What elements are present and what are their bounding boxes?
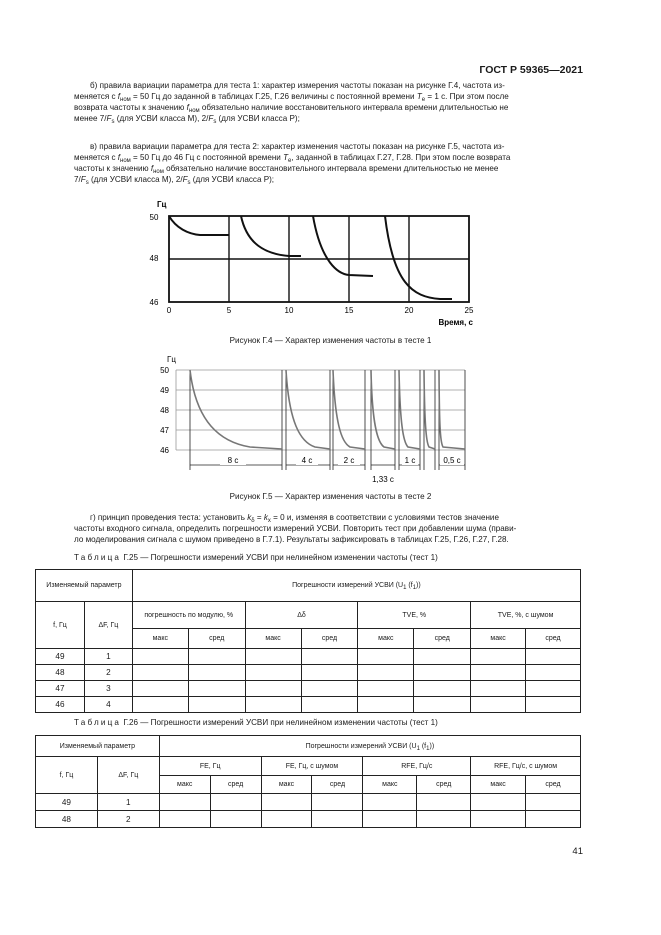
table26-avg-header: сред [312, 776, 363, 794]
table26-f-header: f, Гц [36, 757, 98, 794]
table-g25 [35, 569, 581, 713]
table26-max-header: макс [159, 776, 210, 794]
table25-max-header: макс [471, 629, 526, 649]
table26-group-header: FE, Гц, с шумом [261, 757, 363, 776]
table-row: 48 2 [36, 811, 581, 828]
page-number: 41 [572, 846, 583, 857]
table-g26 [35, 735, 581, 828]
table-row: 47 3 [36, 681, 581, 697]
table25-param-header: Изменяемый параметр [36, 570, 133, 602]
table26-max-header: макс [363, 776, 417, 794]
fig5-duration: 0,5 с [443, 456, 461, 465]
table25-caption: Таблица Г.25 — Погрешности измерений УСВИ при нелинейном изменении частоты (тест 1) [74, 553, 438, 562]
fig5-ylabel: Гц [167, 355, 176, 364]
fig5-duration: 8 с [227, 456, 239, 465]
fig5-ytick: 49 [160, 386, 169, 395]
table26-df-header: ΔF, Гц [97, 757, 159, 794]
paragraph-b: б) правила вариации параметра для теста 1: характер измерения частоты показан на рисунке Г.4, частота из- меняется с $f_{ном} = 50$ Гц до заданной в таблицах Г.25, Г.26 величины с постоянной времени $T_e = 1$ с. При этом после возврата частоты к значению $f_{ном}$ обязательно наличие восстановительного интервала времени длительностью не менее $7/F_s$ (для УСВИ класса М), $2/F_s$ (для УСВИ класса Р); [74, 81, 509, 125]
fig4-xtick: 15 [344, 306, 354, 315]
fig4-ylabel: Гц [157, 200, 167, 209]
table26-avg-header: сред [526, 776, 581, 794]
table26-max-header: макс [471, 776, 526, 794]
table25-errors-header: Погрешности измерений УСВИ ($U_1$ $(f_1)$) [132, 570, 580, 602]
table25-group-header: TVE, % [358, 602, 471, 629]
fig5-ytick: 46 [160, 446, 169, 455]
table-row: 48 2 [36, 665, 581, 681]
table26-param-header: Изменяемый параметр [36, 736, 160, 757]
table26-group-header: FE, Гц [159, 757, 261, 776]
table25-max-header: макс [358, 629, 414, 649]
table25-group-header: TVE, %, с шумом [471, 602, 581, 629]
fig5-ytick: 48 [160, 406, 169, 415]
table26-group-header: RFE, Гц/с, с шумом [471, 757, 581, 776]
figure-g5 [150, 352, 480, 488]
table25-df-header: ΔF, Гц [84, 602, 132, 649]
fig5-ytick: 50 [160, 366, 169, 375]
fig4-caption: Рисунок Г.4 — Характер изменения частоты в тесте 1 [229, 336, 432, 345]
table26-avg-header: сред [210, 776, 261, 794]
table25-avg-header: сред [414, 629, 471, 649]
table25-f-header: f, Гц [36, 602, 85, 649]
document-id: ГОСТ Р 59365—2021 [479, 64, 583, 76]
figure-g4 [140, 196, 500, 334]
table26-group-header: RFE, Гц/с [363, 757, 471, 776]
fig4-xtick: 25 [464, 306, 474, 315]
paragraph-g: г) принцип проведения теста: установить $k_\delta = k_x = 0$ и, изменяя в соответствии с условиями тестов значение частоты входного сигнала, определить погрешности измерений УСВИ. Повторить тест при добавлении шума (прави- ло моделирования сигнала с шумом приведено в Г.7.1). Результаты зафиксировать в таблицах Г.25, Г.26, Г.27, Г.28. [74, 513, 517, 544]
fig4-xtick: 20 [404, 306, 414, 315]
fig4-ytick: 48 [149, 254, 159, 263]
table26-max-header: макс [261, 776, 312, 794]
table-row: 49 1 [36, 794, 581, 811]
fig4-xtick: 5 [226, 306, 232, 315]
table25-group-header: погрешность по модулю, % [132, 602, 245, 629]
fig5-duration: 1 с [404, 456, 416, 465]
table26-caption: Таблица Г.26 — Погрешности измерений УСВИ при нелинейном изменении частоты (тест 1) [74, 718, 438, 727]
table25-avg-header: сред [526, 629, 581, 649]
fig4-grid [169, 216, 469, 302]
fig5-duration: 2 с [343, 456, 355, 465]
paragraph-c: в) правила вариации параметра для теста 2: характер изменения частоты показан на рисунке Г.5, частота из- меняется с $f_{ном} = 50$ Гц до 46 Гц с постоянной времени $T_e$, заданной в таблицах Г.27, Г.28. При этом после возврата частоты к значению $f_{ном}$ обязательно наличие восстановительного интервала времени длительностью не менее $7/F_s$ (для УСВИ класса М), $2/F_s$ (для УСВИ класса Р); [74, 142, 511, 186]
table26-avg-header: сред [417, 776, 471, 794]
fig5-duration: 4 с [301, 456, 313, 465]
table25-max-header: макс [132, 629, 188, 649]
table-row: 46 4 [36, 697, 581, 713]
table25-max-header: макс [245, 629, 301, 649]
fig5-grid [176, 370, 465, 450]
table26-errors-header: Погрешности измерений УСВИ ($U_1$ $(f_1)$) [159, 736, 580, 757]
fig5-ytick: 47 [160, 426, 169, 435]
fig4-ytick: 46 [149, 298, 159, 307]
table25-avg-header: сред [188, 629, 245, 649]
fig5-caption: Рисунок Г.5 — Характер изменения частоты в тесте 2 [229, 492, 432, 501]
fig5-extra-duration: 1,33 с [372, 475, 394, 484]
table25-group-header: Δδ [245, 602, 358, 629]
fig4-xtick: 10 [284, 306, 294, 315]
fig4-xlabel: Время, с [438, 318, 473, 327]
fig4-xtick: 0 [166, 306, 172, 315]
table-row: 49 1 [36, 649, 581, 665]
table25-avg-header: сред [301, 629, 358, 649]
fig4-ytick: 50 [149, 213, 159, 222]
